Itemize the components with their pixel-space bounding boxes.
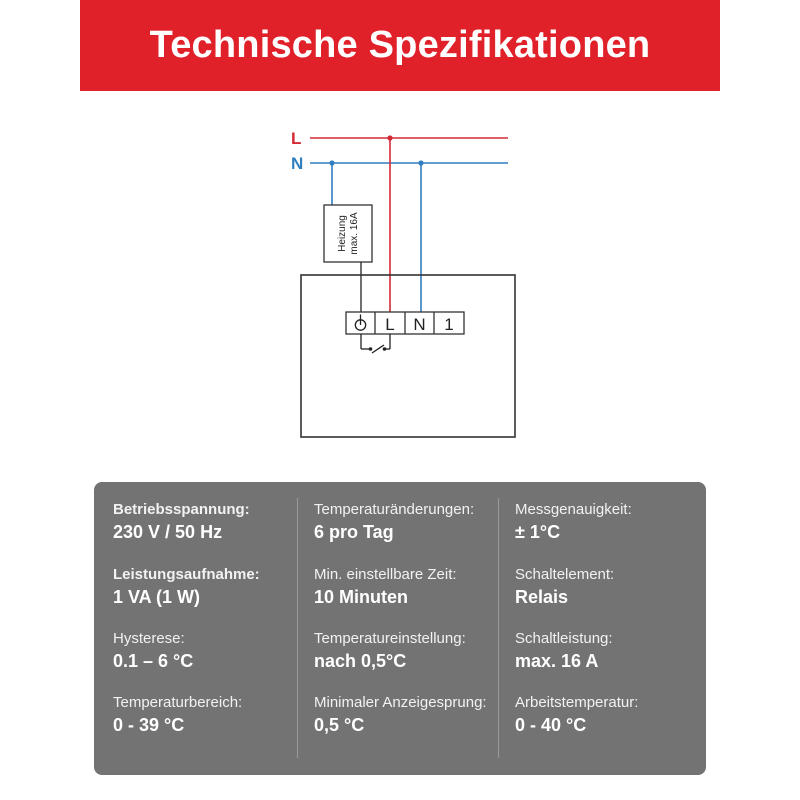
heater-rating: max. 16A bbox=[349, 212, 360, 255]
line-l-label: L bbox=[291, 129, 302, 148]
spec-item-hysteresis bbox=[113, 630, 293, 672]
spec-column-2 bbox=[314, 482, 509, 775]
terminal-n-label: N bbox=[413, 315, 426, 334]
column-divider bbox=[297, 498, 298, 758]
spec-item-switching-element bbox=[515, 566, 695, 608]
spec-item-operating-temperature bbox=[515, 694, 695, 736]
spec-value: 0 - 40 °C bbox=[515, 715, 587, 735]
spec-column-3 bbox=[515, 482, 695, 775]
spec-label: Messgenauigkeit: bbox=[515, 501, 632, 518]
spec-value: 230 V / 50 Hz bbox=[113, 522, 223, 542]
terminal-1-label: 1 bbox=[444, 315, 454, 334]
spec-value: 1 VA (1 W) bbox=[113, 587, 201, 607]
spec-value: 10 Minuten bbox=[314, 587, 409, 607]
spec-label: Leistungsaufnahme: bbox=[113, 566, 260, 583]
spec-item-temperature-changes bbox=[314, 501, 509, 543]
spec-value: 0.1 – 6 °C bbox=[113, 651, 194, 671]
spec-label: Arbeitstemperatur: bbox=[515, 694, 639, 711]
spec-column-1 bbox=[113, 482, 293, 775]
spec-item-temperature-setting bbox=[314, 630, 509, 672]
spec-label: Betriebsspannung: bbox=[113, 501, 250, 518]
spec-value: max. 16 A bbox=[515, 651, 599, 671]
spec-label: Temperaturänderungen: bbox=[314, 501, 475, 518]
spec-item-display-step bbox=[314, 694, 509, 736]
spec-value: ± 1°C bbox=[515, 522, 561, 542]
terminal-l-label: L bbox=[385, 315, 395, 334]
spec-label: Schaltleistung: bbox=[515, 630, 613, 647]
spec-item-operating-voltage bbox=[113, 501, 293, 543]
spec-label: Temperatureinstellung: bbox=[314, 630, 466, 647]
spec-value: 6 pro Tag bbox=[314, 522, 394, 542]
spec-value: Relais bbox=[515, 587, 569, 607]
spec-value: 0,5 °C bbox=[314, 715, 365, 735]
heater-load-box bbox=[324, 205, 372, 262]
spec-label: Min. einstellbare Zeit: bbox=[314, 566, 457, 583]
page-title: Technische Spezifikationen bbox=[149, 24, 651, 66]
spec-label: Temperaturbereich: bbox=[113, 694, 243, 711]
spec-value: 0 - 39 °C bbox=[113, 715, 185, 735]
heater-label: Heizung bbox=[337, 215, 348, 252]
spec-item-accuracy bbox=[515, 501, 695, 543]
spec-value: nach 0,5°C bbox=[314, 651, 407, 671]
spec-panel bbox=[94, 482, 706, 775]
spec-label: Minimaler Anzeigesprung: bbox=[314, 694, 487, 711]
thermostat-housing bbox=[301, 275, 515, 437]
spec-item-power-consumption bbox=[113, 566, 293, 608]
spec-label: Hysterese: bbox=[113, 630, 185, 647]
spec-item-temperature-range bbox=[113, 694, 293, 736]
relay-switch bbox=[361, 334, 390, 353]
spec-item-switching-capacity bbox=[515, 630, 695, 672]
line-n-label: N bbox=[291, 154, 304, 173]
spec-item-min-time bbox=[314, 566, 509, 608]
spec-label: Schaltelement: bbox=[515, 566, 615, 583]
